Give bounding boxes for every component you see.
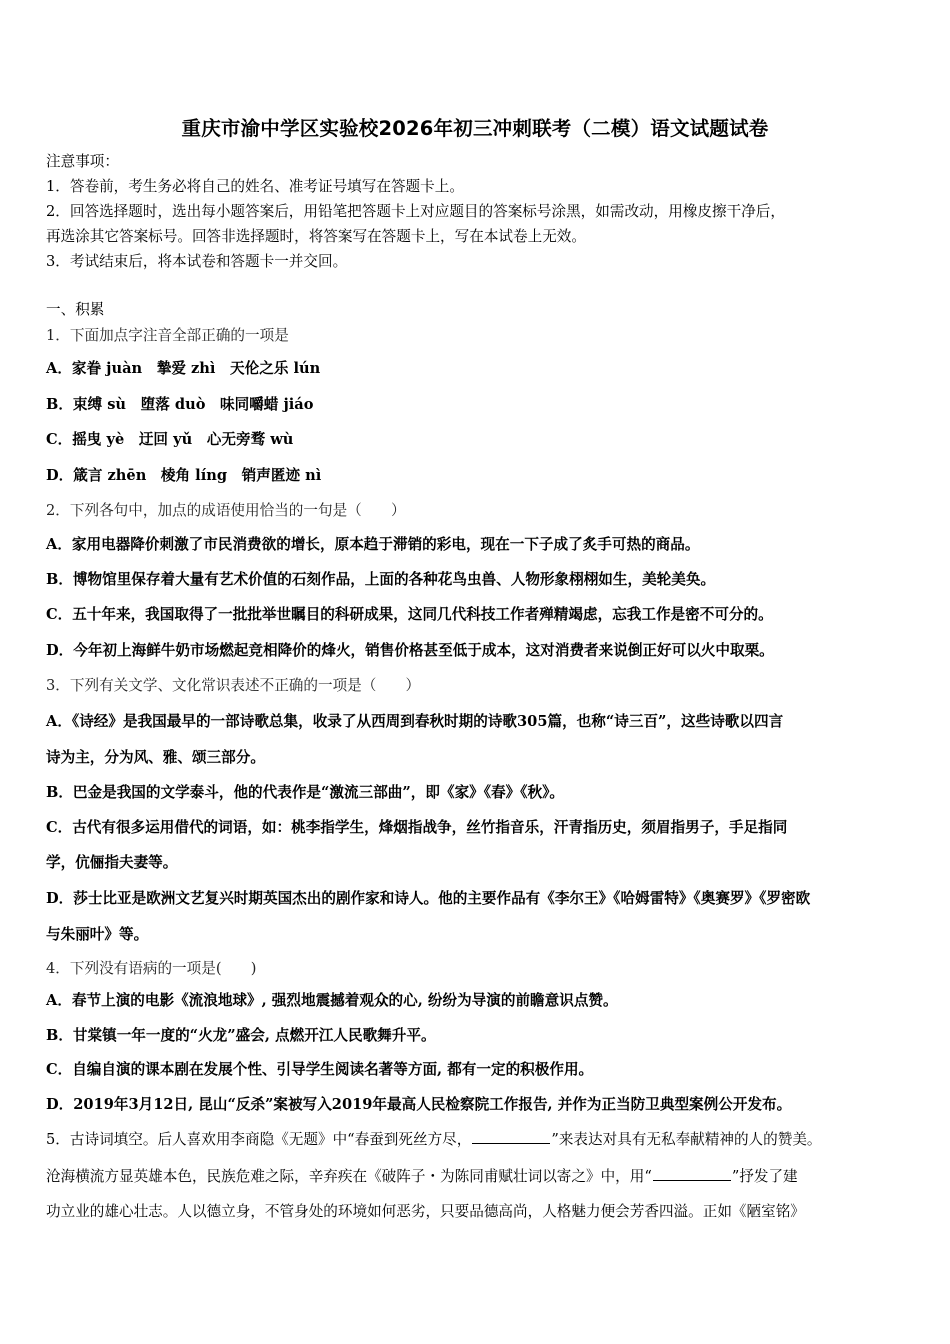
notice-item: 1．答卷前，考生务必将自己的姓名、准考证号填写在答题卡上。 [46, 178, 464, 195]
question-1-option-a: A．家眷 juàn 摯爱 zhì 天伦之乐 lún [46, 360, 321, 377]
question-5-text: ”抒发了建 [731, 1168, 798, 1185]
question-3-line: C．古代有很多运用借代的词语，如：桃李指学生，烽烟指战争，丝竹指音乐，汗青指历史，须眉指男子，手足指同 [46, 819, 788, 836]
notice-item: 2．回答选择题时，选出每小题答案后，用铅笔把答题卡上对应题目的答案标号涂黑，如需改动，用橡皮擦干净后， [46, 203, 785, 220]
question-4-stem: 4．下列没有语病的一项是( ) [46, 960, 257, 977]
page-title: 重庆市渝中学区实验校2026年初三冲刺联考（二模）语文试题试卷 [181, 117, 769, 140]
question-4-option-c: C．自编自演的课本剧在发展个性、引导学生阅读名著等方面, 都有一定的积极作用。 [46, 1061, 594, 1078]
question-1-option-d: D．箴言 zhēn 棱角 líng 销声匿迹 nì [46, 467, 322, 484]
answer-blank[interactable] [472, 1129, 550, 1144]
question-4-option-a: A．春节上演的电影《流浪地球》, 强烈地震撼着观众的心, 纷纷为导演的前瞻意识点赞。 [46, 992, 618, 1009]
question-5-line [46, 1129, 914, 1150]
question-5-line: 功立业的雄心壮志。人以德立身，不管身处的环境如何恶劣，只要品德高尚，人格魅力便会芳香四溢。正如《陋室铭》 [46, 1203, 805, 1220]
notice-heading: 注意事项： [46, 153, 119, 170]
notice-item: 3．考试结束后，将本试卷和答题卡一并交回。 [46, 253, 348, 270]
question-5-text: 沧海横流方显英雄本色，民族危难之际，辛弃疾在《破阵子・为陈同甫赋壮词以寄之》中，用“ [46, 1168, 652, 1185]
question-3-line: 学，伉俪指夫妻等。 [46, 854, 178, 871]
question-2-option-d: D．今年初上海鲜牛奶市场燃起竞相降价的烽火，销售价格甚至低于成本，这对消费者来说倒正好可以火中取栗。 [46, 642, 774, 659]
section-heading: 一、积累 [46, 301, 105, 318]
notice-item: 再选涂其它答案标号。回答非选择题时，将答案写在答题卡上，写在本试卷上无效。 [46, 228, 586, 245]
question-4-option-b: B．甘棠镇一年一度的“火龙”盛会, 点燃开江人民歌舞升平。 [46, 1027, 436, 1044]
question-2-option-c: C．五十年来，我国取得了一批批举世瞩目的科研成果，这同几代科技工作者殚精竭虑，忘我工作是密不可分的。 [46, 606, 773, 623]
question-5-line [46, 1166, 914, 1187]
question-1-option-b: B．束缚 sù 堕落 duò 味同嚼蜡 jiáo [46, 396, 314, 413]
question-3-line: B．巴金是我国的文学泰斗，他的代表作是“激流三部曲”，即《家》《春》《秋》。 [46, 784, 565, 801]
question-4-option-d: D．2019年3月12日, 昆山“反杀”案被写入2019年最高人民检察院工作报告, 并作为正当防卫典型案例公开发布。 [46, 1096, 792, 1113]
question-2-option-b: B．博物馆里保存着大量有艺术价值的石刻作品，上面的各种花鸟虫兽、人物形象栩栩如生，美轮美奂。 [46, 571, 716, 588]
question-3-line: 与朱丽叶》等。 [46, 926, 149, 943]
question-3-line: A．《诗经》是我国最早的一部诗歌总集，收录了从西周到春秋时期的诗歌305篇，也称“诗三百”，这些诗歌以四言 [46, 713, 784, 730]
question-2-option-a: A．家用电器降价刺激了市民消费欲的增长，原本趋于滞销的彩电，现在一下子成了炙手可热的商品。 [46, 536, 700, 553]
question-2-stem: 2．下列各句中，加点的成语使用恰当的一句是（ ） [46, 502, 406, 519]
answer-blank[interactable] [653, 1166, 731, 1181]
question-5-text: ”来表达对具有无私奉献精神的人的赞美。 [551, 1131, 822, 1148]
question-3-line: D．莎士比亚是欧洲文艺复兴时期英国杰出的剧作家和诗人。他的主要作品有《李尔王》《哈姆雷特》《奥赛罗》《罗密欧 [46, 890, 811, 907]
question-1-option-c: C．摇曳 yè 迂回 yǔ 心无旁骛 wù [46, 431, 294, 448]
question-5-text: 5．古诗词填空。后人喜欢用李商隐《无题》中“春蚕到死丝方尽， [46, 1131, 472, 1148]
question-3-line: 诗为主，分为风、雅、颂三部分。 [46, 749, 265, 766]
question-3-stem: 3．下列有关文学、文化常识表述不正确的一项是（ ） [46, 677, 421, 694]
question-1-stem: 1．下面加点字注音全部正确的一项是 [46, 327, 289, 344]
